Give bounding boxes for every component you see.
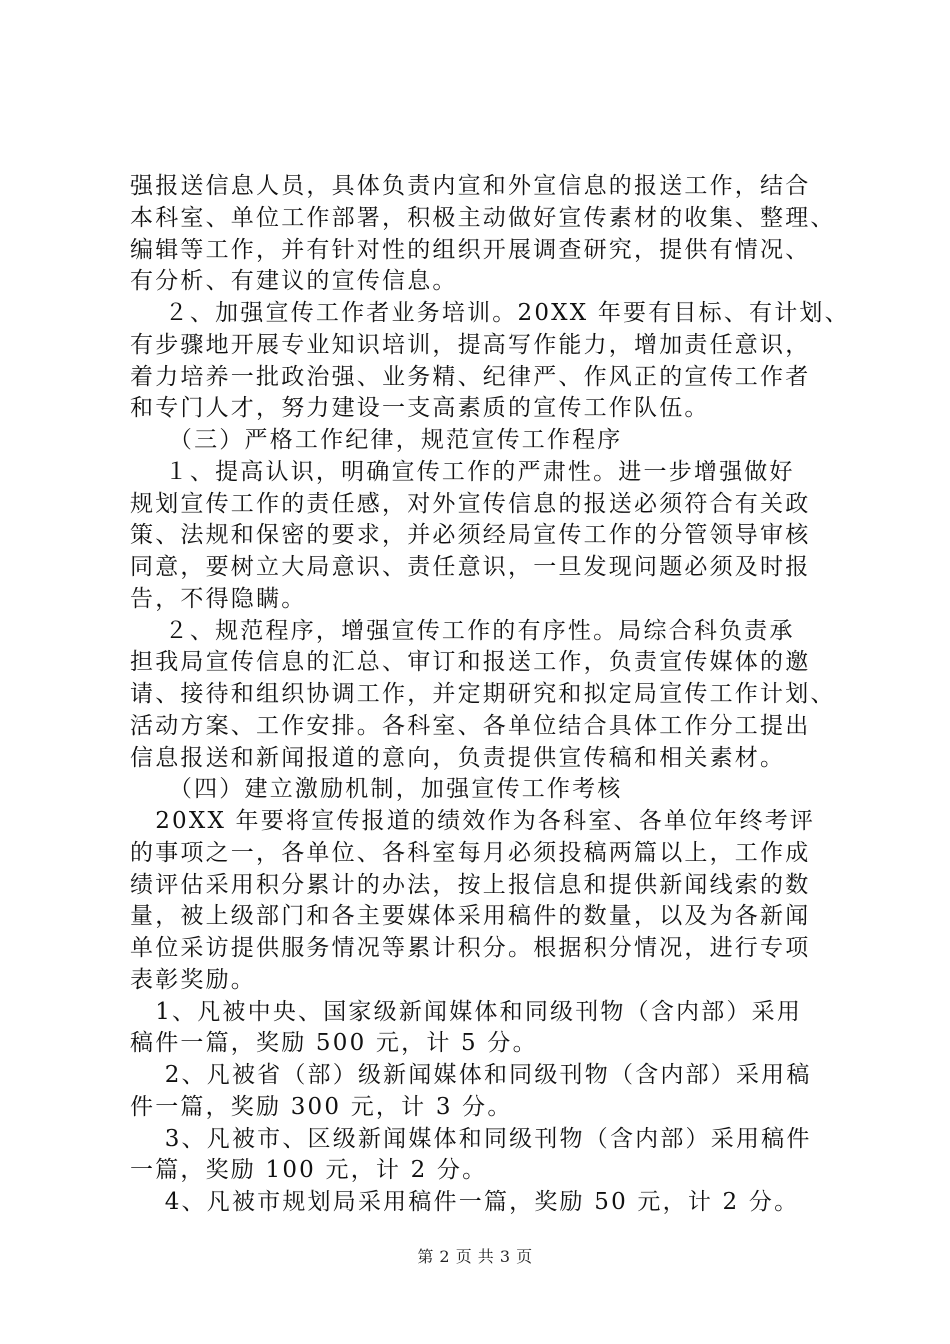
text-line: 件一篇，奖励 300 元，计 3 分。 — [130, 1093, 513, 1120]
section-heading: （三）严格工作纪律，规范宣传工作程序 — [130, 427, 623, 453]
text-line: 2、凡被省（部）级新闻媒体和同级刊物（含内部）采用稿 — [130, 1062, 812, 1088]
text-line: 表彰奖励。 — [130, 966, 256, 993]
text-line: １、提高认识，明确宣传工作的严肃性。进一步增强做好 — [130, 458, 795, 485]
text-line: ２、加强宣传工作者业务培训。20XX 年要有目标、有计划、 — [130, 300, 850, 326]
text-line: 强报送信息人员，具体负责内宣和外宣信息的报送工作，结合 — [130, 173, 811, 199]
text-line: 稿件一篇，奖励 500 元，计 5 分。 — [130, 1030, 538, 1057]
text-line: 1、凡被中央、国家级新闻媒体和同级刊物（含内部）采用 — [130, 998, 803, 1025]
text-line: 绩评估采用积分累计的办法，按上报信息和提供新闻线索的数 — [130, 871, 811, 898]
text-line: ２、规范程序，增强宣传工作的有序性。局综合科负责承 — [130, 617, 795, 644]
text-line: 担我局宣传信息的汇总、审订和报送工作，负责宣传媒体的邀 — [130, 649, 811, 676]
page-number-label: 第 2 页 共 3 页 — [417, 1247, 533, 1266]
text-line: 和专门人才，努力建设一支高素质的宣传工作队伍。 — [130, 395, 710, 422]
text-line: 有步骤地开展专业知识培训，提高写作能力，增加责任意识， — [130, 331, 811, 358]
text-line: 告，不得隐瞒。 — [130, 585, 307, 612]
text-line: 编辑等工作，并有针对性的组织开展调查研究，提供有情况、 — [130, 236, 811, 263]
text-line: 量，被上级部门和各主要媒体采用稿件的数量，以及为各新闻 — [130, 903, 811, 930]
text-line: 着力培养一批政治强、业务精、纪律严、作风正的宣传工作者 — [130, 363, 811, 390]
page-footer — [0, 1244, 950, 1267]
text-line: 信息报送和新闻报道的意向，负责提供宣传稿和相关素材。 — [130, 744, 786, 771]
text-line: 一篇，奖励 100 元，计 2 分。 — [130, 1157, 488, 1184]
text-line: 本科室、单位工作部署，积极主动做好宣传素材的收集、整理、 — [130, 204, 836, 231]
text-line: 活动方案、工作安排。各科室、各单位结合具体工作分工提出 — [130, 712, 811, 739]
text-line: 3、凡被市、区级新闻媒体和同级刊物（含内部）采用稿件 — [130, 1125, 812, 1152]
text-line: 20XX 年要将宣传报道的绩效作为各科室、各单位年终考评 — [130, 808, 816, 834]
document-body — [130, 171, 850, 1219]
text-line: 的事项之一，各单位、各科室每月必须投稿两篇以上，工作成 — [130, 839, 811, 866]
section-heading: （四）建立激励机制，加强宣传工作考核 — [130, 776, 623, 803]
text-line: 请、接待和组织协调工作，并定期研究和拟定局宣传工作计划、 — [130, 681, 836, 707]
text-line: 策、法规和保密的要求，并必须经局宣传工作的分管领导审核 — [130, 522, 811, 549]
text-line: 规划宣传工作的责任感，对外宣传信息的报送必须符合有关政 — [130, 490, 811, 517]
text-line: 同意，要树立大局意识、责任意识，一旦发现问题必须及时报 — [130, 554, 811, 580]
text-line: 4、凡被市规划局采用稿件一篇，奖励 50 元，计 2 分。 — [130, 1189, 800, 1215]
text-line: 有分析、有建议的宣传信息。 — [130, 268, 458, 295]
text-line: 单位采访提供服务情况等累计积分。根据积分情况，进行专项 — [130, 935, 811, 961]
